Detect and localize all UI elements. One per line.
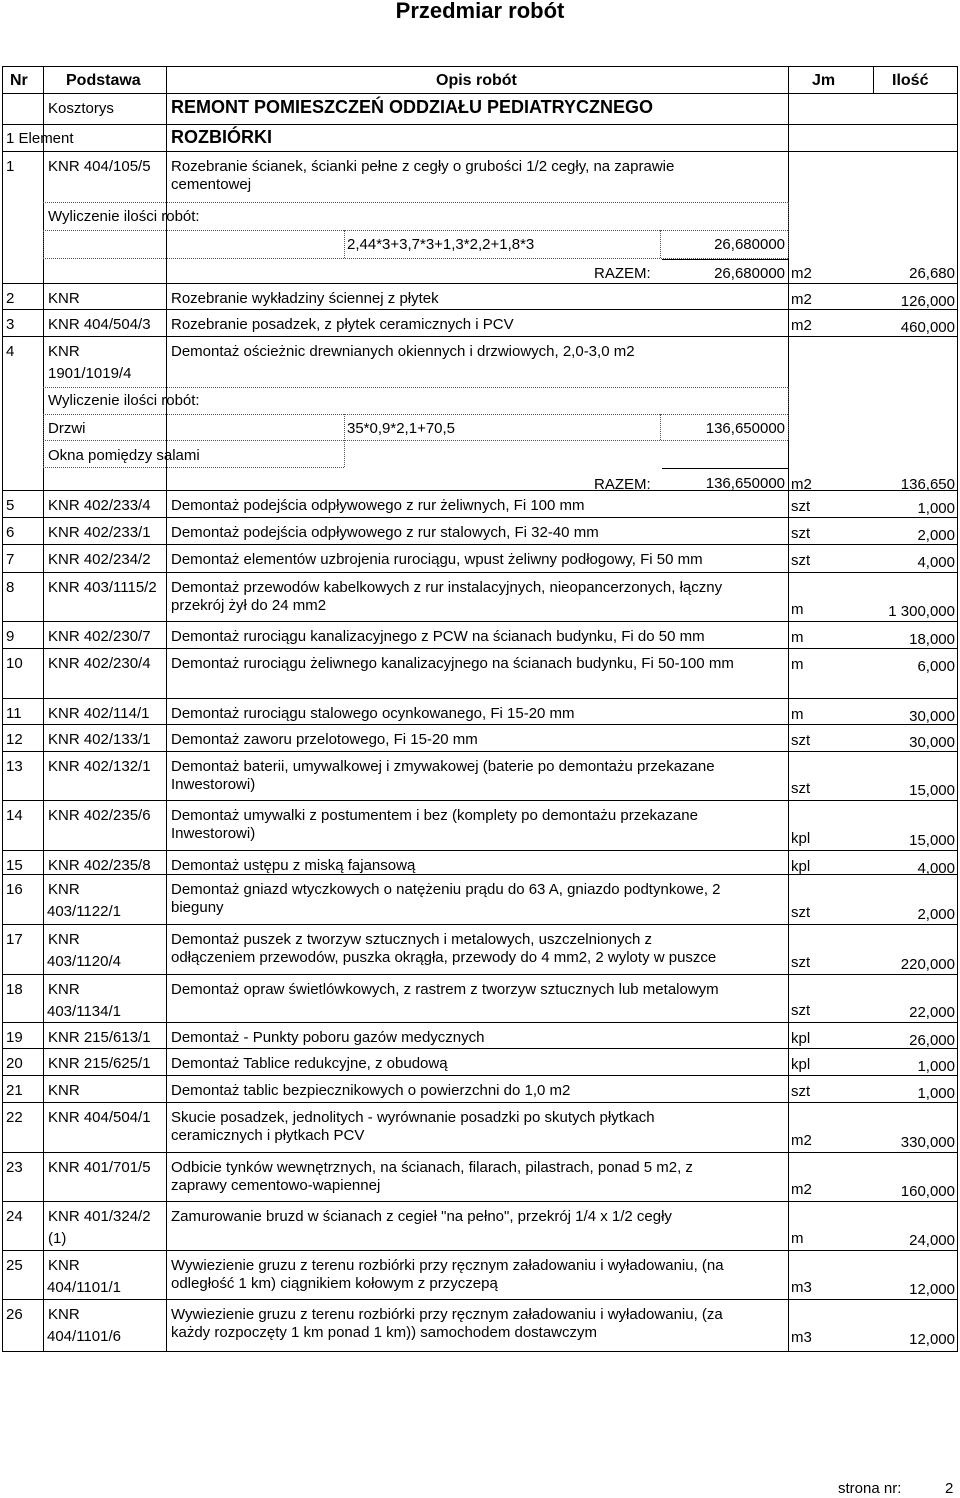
calc-dotted-line <box>43 387 788 388</box>
row-divider <box>2 751 958 752</box>
row-opis: Demontaż puszek z tworzyw sztucznych i metalowych, uszczelnionych z <box>171 931 653 948</box>
row-podstawa: KNR <box>48 1082 80 1099</box>
row-ilosc: 126,000 <box>900 293 955 310</box>
row-opis: przekrój żył do 24 mm2 <box>171 597 327 614</box>
row-ilosc: 15,000 <box>909 782 955 799</box>
row-podstawa: KNR 402/230/7 <box>48 628 151 645</box>
row-opis: Inwestorowi) <box>171 776 256 793</box>
row-opis: Demontaż rurociągu żeliwnego kanalizacyjnego na ścianach budynku, Fi 50-100 mm <box>171 655 734 672</box>
row-jm: szt <box>791 552 811 569</box>
row-ilosc: 15,000 <box>909 832 955 849</box>
row-ilosc: 1,000 <box>917 500 955 517</box>
row-podstawa: KNR 401/701/5 <box>48 1159 151 1176</box>
row-opis: Demontaż przewodów kabelkowych z rur instalacyjnych, nieopancerzonych, łączny <box>171 579 723 596</box>
row-divider <box>2 648 958 649</box>
row-divider <box>2 336 958 337</box>
row-jm: m2 <box>791 265 812 282</box>
row-jm: szt <box>791 904 811 921</box>
row-opis: każdy rozpoczęty 1 km ponad 1 km)) samochodem dostawczym <box>171 1324 597 1341</box>
row-nr: 9 <box>6 628 15 645</box>
row-nr: 24 <box>6 1208 23 1225</box>
row-ilosc: 4,000 <box>917 860 955 877</box>
row-ilosc: 18,000 <box>909 631 955 648</box>
row-nr: 11 <box>6 705 22 722</box>
row-nr: 3 <box>6 316 15 333</box>
row-podstawa: 403/1120/4 <box>47 953 121 970</box>
row-jm: m <box>791 656 804 673</box>
calc-dotted-line <box>43 414 788 415</box>
row-podstawa: KNR <box>48 881 80 898</box>
page-title: Przedmiar robót <box>395 0 565 23</box>
row-divider <box>2 800 958 801</box>
row-jm: m2 <box>791 476 812 493</box>
row-jm: m2 <box>791 1181 812 1198</box>
element-name: ROZBIÓRKI <box>171 127 272 147</box>
row-podstawa: KNR <box>48 343 80 360</box>
row-divider <box>2 1250 958 1251</box>
calc-formula: 2,44*3+3,7*3+1,3*2,2+1,8*3 <box>347 236 535 253</box>
calc-dotted-vline <box>43 414 44 467</box>
row-opis: Demontaż elementów uzbrojenia rurociągu, wpust żeliwny podłogowy, Fi 50 mm <box>171 551 703 568</box>
row-jm: szt <box>791 1002 811 1019</box>
row-jm: szt <box>791 1083 811 1100</box>
calc-dotted-vline <box>344 230 345 258</box>
calc-dotted-line <box>43 467 344 468</box>
row-podstawa: KNR 402/132/1 <box>48 758 151 775</box>
row-jm: m <box>791 706 804 723</box>
row-opis: bieguny <box>171 899 224 916</box>
row-nr: 25 <box>6 1257 23 1274</box>
row-nr: 17 <box>6 931 23 948</box>
row-nr: 14 <box>6 807 23 824</box>
row-ilosc: 460,000 <box>900 319 955 336</box>
row-divider <box>2 124 958 125</box>
row-ilosc: 330,000 <box>900 1134 955 1151</box>
row-ilosc: 1,000 <box>917 1085 955 1102</box>
row-jm: m2 <box>791 1132 812 1149</box>
row-jm: szt <box>791 780 811 797</box>
row-opis: ceramicznych i płytkach PCV <box>171 1127 365 1144</box>
row-opis: Odbicie tynków wewnętrznych, na ścianach, filarach, pilastrach, ponad 5 m2, z <box>171 1159 693 1176</box>
row-divider <box>2 850 958 851</box>
row-divider <box>2 874 958 875</box>
row-nr: 18 <box>6 981 23 998</box>
calc-label: Wyliczenie ilości robót: <box>48 392 200 409</box>
calc-dotted-vline <box>660 230 661 258</box>
row-podstawa: KNR 402/230/4 <box>48 655 151 672</box>
row-jm: kpl <box>791 830 811 847</box>
row-podstawa: 404/1101/1 <box>47 1279 121 1296</box>
row-opis: Rozebranie ścianek, ścianki pełne z cegły o grubości 1/2 cegły, na zaprawie <box>171 158 675 175</box>
row-divider <box>2 1048 958 1049</box>
row-opis: Rozebranie posadzek, z płytek ceramicznych i PCV <box>171 316 514 333</box>
row-nr: 20 <box>6 1055 23 1072</box>
row-ilosc: 30,000 <box>909 708 955 725</box>
footer-label: strona nr: <box>838 1480 902 1497</box>
row-jm: m3 <box>791 1329 812 1346</box>
row-opis: zaprawy cementowo-wapiennej <box>171 1177 381 1194</box>
row-divider <box>2 1102 958 1103</box>
row-opis: Demontaż opraw świetlówkowych, z rastrem z tworzyw sztucznych lub metalowym <box>171 981 719 998</box>
row-opis: Demontaż podejścia odpływowego z rur stalowych, Fi 32-40 mm <box>171 524 599 541</box>
row-podstawa: KNR 402/114/1 <box>48 705 150 722</box>
row-opis: Inwestorowi) <box>171 825 256 842</box>
row-podstawa: KNR 404/504/3 <box>48 316 151 333</box>
row-nr: 1 <box>6 158 15 175</box>
row-opis: Skucie posadzek, jednolitych - wyrównanie posadzki po skutych płytkach <box>171 1109 655 1126</box>
row-ilosc: 2,000 <box>917 906 955 923</box>
kosztorys-name: REMONT POMIESZCZEŃ ODDZIAŁU PEDIATRYCZNEGO <box>171 97 654 117</box>
row-divider <box>2 572 958 573</box>
calc-dotted-vline <box>43 230 44 258</box>
row-podstawa: KNR 402/233/1 <box>48 524 151 541</box>
row-jm: kpl <box>791 1056 811 1073</box>
row-jm: szt <box>791 498 811 515</box>
calc-dotted-line <box>43 230 788 231</box>
row-opis: Demontaż baterii, umywalkowej i zmywakowej (baterie po demontażu przekazane <box>171 758 715 775</box>
calc-okna: Okna pomiędzy salami <box>48 447 200 464</box>
calc-formula: 35*0,9*2,1+70,5 <box>347 420 456 437</box>
row-opis: Demontaż rurociągu kanalizacyjnego z PCW na ścianach budynku, Fi do 50 mm <box>171 628 705 645</box>
row-podstawa: KNR 402/233/4 <box>48 497 151 514</box>
row-ilosc: 220,000 <box>900 956 955 973</box>
row-divider <box>2 309 958 310</box>
row-nr: 6 <box>6 524 15 541</box>
row-jm: m <box>791 601 804 618</box>
razem-value: 26,680000 <box>714 265 785 282</box>
row-podstawa: KNR 401/324/2 <box>48 1208 151 1225</box>
row-divider <box>2 151 958 152</box>
row-jm: m2 <box>791 291 812 308</box>
row-ilosc: 160,000 <box>900 1183 955 1200</box>
razem-underline <box>662 468 788 469</box>
row-jm: szt <box>791 954 811 971</box>
row-podstawa: KNR 402/235/8 <box>48 857 151 874</box>
row-ilosc: 136,650 <box>900 476 955 493</box>
calc-dotted-vline <box>660 414 661 440</box>
calc-dotted-line <box>43 440 788 441</box>
razem-label: RAZEM: <box>594 265 651 282</box>
row-podstawa: 404/1101/6 <box>47 1328 121 1345</box>
row-podstawa: (1) <box>48 1230 67 1247</box>
row-nr: 8 <box>6 579 15 596</box>
row-divider <box>2 621 958 622</box>
row-podstawa: KNR <box>48 1306 80 1323</box>
header-nr: Nr <box>10 72 28 89</box>
row-opis: Demontaż - Punkty poboru gazów medycznych <box>171 1029 485 1046</box>
calc-dotted-vline <box>788 202 789 258</box>
row-podstawa: 403/1134/1 <box>47 1003 121 1020</box>
column-line <box>788 66 789 1352</box>
row-podstawa: KNR <box>48 981 80 998</box>
row-ilosc: 24,000 <box>909 1232 955 1249</box>
row-ilosc: 12,000 <box>909 1331 955 1348</box>
row-podstawa: KNR 215/625/1 <box>48 1055 151 1072</box>
row-divider <box>2 517 958 518</box>
row-nr: 19 <box>6 1029 23 1046</box>
calc-dotted-vline <box>344 414 345 467</box>
calc-drzwi: Drzwi <box>48 420 86 437</box>
row-ilosc: 12,000 <box>909 1281 955 1298</box>
row-ilosc: 6,000 <box>917 658 955 675</box>
column-line <box>873 66 874 93</box>
row-podstawa: KNR 215/613/1 <box>48 1029 151 1046</box>
row-opis: odłączeniem przewodów, puszka okrągła, przewody do 4 mm2, 2 wyloty w puszce <box>171 949 717 966</box>
row-divider <box>2 1075 958 1076</box>
row-podstawa: 403/1122/1 <box>47 903 121 920</box>
row-ilosc: 4,000 <box>917 554 955 571</box>
row-nr: 7 <box>6 551 15 568</box>
row-ilosc: 1,000 <box>917 1058 955 1075</box>
row-nr: 16 <box>6 881 23 898</box>
row-ilosc: 26,000 <box>909 1032 955 1049</box>
row-divider <box>2 924 958 925</box>
row-nr: 2 <box>6 290 15 307</box>
row-nr: 4 <box>6 343 15 360</box>
row-ilosc: 2,000 <box>917 527 955 544</box>
header-divider <box>2 93 958 94</box>
row-opis: Demontaż gniazd wtyczkowych o natężeniu prądu do 63 A, gniazdo podtynkowe, 2 <box>171 881 721 898</box>
calc-label: Wyliczenie ilości robót: <box>48 208 200 225</box>
row-opis: cementowej <box>171 176 252 193</box>
row-nr: 22 <box>6 1109 23 1126</box>
row-jm: m2 <box>791 317 812 334</box>
row-podstawa: KNR 402/234/2 <box>48 551 151 568</box>
row-opis: Demontaż rurociągu stalowego ocynkowanego, Fi 15-20 mm <box>171 705 575 722</box>
row-nr: 10 <box>6 655 23 672</box>
row-opis: Zamurowanie bruzd w ścianach z cegieł "na pełno", przekrój 1/4 x 1/2 cegły <box>171 1208 672 1225</box>
row-ilosc: 1 300,000 <box>888 603 955 620</box>
razem-label: RAZEM: <box>594 476 651 493</box>
element-label: 1 Element <box>6 130 74 147</box>
row-opis: odległość 1 km) ciągnikiem kołowym z przyczepą <box>171 1275 498 1292</box>
kosztorys-label: Kosztorys <box>48 100 114 117</box>
row-nr: 5 <box>6 497 15 514</box>
row-divider <box>2 1201 958 1202</box>
row-jm: kpl <box>791 858 811 875</box>
row-divider <box>2 544 958 545</box>
row-ilosc: 26,680 <box>909 265 955 282</box>
row-opis: Demontaż podejścia odpływowego z rur żeliwnych, Fi 100 mm <box>171 497 585 514</box>
calc-dotted-line <box>43 202 788 203</box>
row-nr: 12 <box>6 731 23 748</box>
row-jm: kpl <box>791 1030 811 1047</box>
row-ilosc: 22,000 <box>909 1004 955 1021</box>
calc-dotted-vline <box>788 387 789 440</box>
row-podstawa: KNR <box>48 1257 80 1274</box>
row-opis: Wywiezienie gruzu z terenu rozbiórki przy ręcznym załadowaniu i wyładowaniu, (za <box>171 1306 723 1323</box>
row-nr: 13 <box>6 758 23 775</box>
row-divider <box>2 698 958 699</box>
calc-value: 26,680000 <box>714 236 785 253</box>
row-opis: Wywiezienie gruzu z terenu rozbiórki przy ręcznym załadowaniu i wyładowaniu, (na <box>171 1257 724 1274</box>
row-opis: Demontaż ościeżnic drewnianych okiennych i drzwiowych, 2,0-3,0 m2 <box>171 343 635 360</box>
row-jm: szt <box>791 525 811 542</box>
footer-page-number: 2 <box>945 1480 954 1497</box>
row-divider <box>2 283 958 284</box>
row-divider <box>2 1299 958 1300</box>
row-jm: m <box>791 1230 804 1247</box>
row-opis: Rozebranie wykładziny ściennej z płytek <box>171 290 439 307</box>
calc-value: 136,650000 <box>705 420 785 437</box>
row-nr: 23 <box>6 1159 23 1176</box>
row-divider <box>2 1022 958 1023</box>
row-podstawa: KNR 404/504/1 <box>48 1109 151 1126</box>
row-podstawa: KNR 403/1115/2 <box>48 579 157 596</box>
row-podstawa: KNR <box>48 931 80 948</box>
row-opis: Demontaż zaworu przelotowego, Fi 15-20 mm <box>171 731 478 748</box>
row-divider <box>2 490 958 491</box>
row-opis: Demontaż ustępu z miską fajansową <box>171 857 416 874</box>
row-jm: m <box>791 629 804 646</box>
row-nr: 26 <box>6 1306 23 1323</box>
header-opis: Opis robót <box>436 72 517 89</box>
header-podstawa: Podstawa <box>66 72 141 89</box>
row-divider <box>2 724 958 725</box>
row-podstawa: 1901/1019/4 <box>48 365 132 382</box>
row-jm: szt <box>791 732 811 749</box>
row-opis: Demontaż Tablice redukcyjne, z obudową <box>171 1055 448 1072</box>
row-opis: Demontaż tablic bezpiecznikowych o powierzchni do 1,0 m2 <box>171 1082 571 1099</box>
header-jm: Jm <box>812 72 836 89</box>
row-nr: 15 <box>6 857 23 874</box>
row-ilosc: 30,000 <box>909 734 955 751</box>
row-opis: Demontaż umywalki z postumentem i bez (komplety po demontażu przekazane <box>171 807 698 824</box>
header-ilosc: Ilość <box>892 72 929 89</box>
row-nr: 21 <box>6 1082 23 1099</box>
row-podstawa: KNR 402/133/1 <box>48 731 151 748</box>
row-jm: m3 <box>791 1279 812 1296</box>
row-divider <box>2 974 958 975</box>
row-podstawa: KNR 402/235/6 <box>48 807 151 824</box>
razem-underline <box>662 259 788 260</box>
row-divider <box>2 1152 958 1153</box>
row-podstawa: KNR 404/105/5 <box>48 158 151 175</box>
razem-value: 136,650000 <box>705 475 785 492</box>
row-podstawa: KNR <box>48 290 80 307</box>
